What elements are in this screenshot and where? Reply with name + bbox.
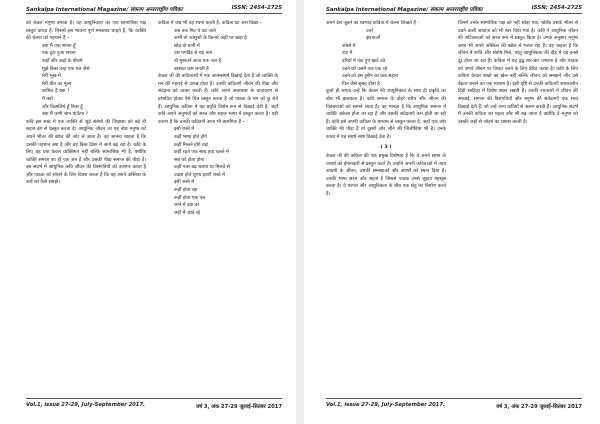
- verse-line: कहीं होता एक पल: [174, 195, 206, 201]
- paragraph: केवल जी की कविताओं में एक आत्मसंघर्ष दिखाई देता है जो व्यक्ति के मन की गहराई से उत्पन्न होता है। उनकी कविताएँ जीवन की पीड़ा और संवेदना को व्यक्त करती हैं। कवि अपने आसपास के वातावरण से प्रभावित होकर ऐसे चित्र प्रस्तुत करता है जो पाठक के मन को छू लेते हैं। आधुनिक कविता में यह प्रवृत्ति विशेष रूप से दिखाई देती है, जहाँ कवि अपने अनुभवों को सरल और सहज भाषा में प्रस्तुत करता है। यही कारण है कि उनकी कविताएँ आज भी प्रासंगिक हैं –: [158, 74, 278, 125]
- footer-divider: [326, 398, 582, 399]
- page-footer: [326, 402, 582, 412]
- verse-line: टाट में: [342, 51, 353, 57]
- volume-label-hindi: वर्ष 3, अंक 27-29 जुलाई-सितंबर 2017: [196, 404, 282, 410]
- verse-line: ओसों में: [342, 43, 356, 49]
- paragraph: केवल जी की कविता की एक प्रमुख विशेषता है कि वे अपने समय के यथार्थ को ईमानदारी से प्रस्तुत करते हैं। उन्होंने अपनी कविताओं में आम आदमी के जीवन, उसकी समस्याओं और संघर्षों को स्थान दिया है। उनकी भाषा सरल और सहज है जिससे पाठक उनसे जुड़ाव महसूस करता है। वे परंपरा और आधुनिकता के बीच एक सेतु का निर्माण करते हैं।: [326, 154, 446, 198]
- right-page: [304, 0, 596, 424]
- text-column-1: [326, 20, 446, 398]
- verse-line: जाने में हवा दर: [174, 203, 200, 209]
- verse-line: अभी तो आंसुओं के किनारे कहीं पर खड़ा है: [174, 36, 247, 42]
- verse-line: शामिल है क्या ?: [42, 89, 70, 95]
- verse-line: सब को होता होगा: [174, 157, 205, 163]
- journal-title: Sankalpa International Magazine/ संकल्प अन्तरराष्ट्रीय पत्रिका: [26, 7, 183, 13]
- volume-label: Vol.1, issue 27-29, July-September 2017.: [26, 402, 145, 408]
- header-divider: [26, 13, 282, 14]
- paragraph: कवि इस शब्द में एक व्यक्ति से जुड़े संबंधों की जिज्ञासा को बड़े ही सहज ढंग से प्रस्तुत करता है। आधुनिक जीवन का यह बोध मनुष्य को अपने भीतर की खोज की ओर ले जाता है। वह जानना चाहता है कि उसकी पहचान क्या है और वह किस दिशा में आगे बढ़ रहा है। कवि के लिए यह प्रश्न केवल व्यक्तिगत नहीं बल्कि सामाजिक भी है, क्योंकि व्यक्ति समाज का ही एक अंग है और उसकी पीड़ा समाज की पीड़ा है। इस संदर्भ में आधुनिक कवि जीवन की विसंगतियों को उजागर करता है और पाठक को सोचने के लिए विवश करता है कि वह अपने अस्तित्व के अर्थ को कैसे समझे।: [26, 119, 146, 186]
- verse-line: और किसलिये हूँ किस हूँ: [42, 104, 83, 110]
- verse-line: कहीं भाषा होते होंगे: [174, 134, 207, 140]
- verse-line: क्या मैं एक सपना हूँ: [42, 43, 76, 49]
- verse-line: कहीं पास बढ़ चलता था मिलते से: [174, 165, 230, 171]
- paragraph: अपने देश जुड़ने का स्वभाव कविता में चेतना लिखते हैं –: [326, 21, 420, 26]
- paragraph: कविता में जब भी वह रचना करती है, कविता का अंश दिखा –: [158, 21, 262, 26]
- verse-line: झरनाओं: [366, 36, 381, 42]
- verse-line: इसी रास्ते में: [174, 127, 195, 133]
- page-footer: [26, 402, 282, 412]
- verse-line: उस पगडिंड से यह नाम: [174, 51, 213, 57]
- issn-label: ISSN: 2454-2725: [231, 5, 282, 11]
- text-column-1: [26, 20, 146, 398]
- verse-line: अब तक मिट ये उठ जाते: [174, 28, 216, 34]
- verse-line: छोड़ दो पानी में: [174, 43, 200, 49]
- verse-line: कहीं रहते एक साथ हवा चलते में: [174, 150, 229, 156]
- text-column-2: [458, 20, 578, 398]
- verse-line: उड़ने को उसमें एक एक रहे: [342, 66, 388, 72]
- issn-label: ISSN: 2454-2725: [531, 5, 582, 11]
- page-header: [26, 5, 282, 17]
- page-header: [326, 5, 582, 17]
- footer-divider: [26, 398, 282, 399]
- verse-line: उदास होते चुप्पा हवाएँ रास्ते में: [174, 172, 225, 178]
- verse-line: कहीं मिलते होंगे वहां: [174, 142, 209, 148]
- journal-title: Sankalpa International Magazine/ संकल्प अन्तरराष्ट्रीय पत्रिका: [326, 7, 483, 13]
- volume-label-hindi: वर्ष 3, अंक 27-29 जुलाई-सितंबर 2017: [496, 404, 582, 410]
- left-page: [4, 0, 296, 424]
- verse-line: कहाँ और कहाँ के बीचमें: [42, 58, 83, 64]
- verse-line: तो मुस्कानें आज एक जल है: [174, 58, 221, 64]
- verse-line: जहाँ मैं जाते रहे: [174, 210, 201, 216]
- volume-label: Vol.1, issue 27-29, July-September 2017.: [326, 402, 445, 408]
- verse-line: एक टूटा हुआ सपना: [42, 51, 76, 57]
- verse-line: मेरी प्रीत का मूल्य: [42, 81, 72, 87]
- text-column-2: [158, 20, 278, 398]
- section-number: ( 3 ): [380, 144, 392, 150]
- paragraph: कुर्ता ही लगता उन्हें कि केवल की आधुनिकता के साथ ही प्रकृति का बोध भी झलकता है। कवि समाज के दोहरे चरित्र और जीवन की विडंबनाओं को सामने लाता है। वह मानता है कि आधुनिक समाज में व्यक्ति अकेला होता जा रहा है और उसकी संवेदनाएँ कम होती जा रही हैं। कवि इसे अपनी कविता के माध्यम से प्रस्तुत करता है, जहाँ एक ओर व्यक्ति की पीड़ा है तो दूसरी ओर जीने की जिजीविषा भी है। उनके काव्य में यह संघर्ष स्पष्ट दिखाई देता है।: [326, 89, 446, 140]
- verse-line: इसी रास्ते में: [174, 180, 195, 186]
- verse-line: कहीं होता रहा: [174, 188, 198, 194]
- header-divider: [326, 13, 582, 14]
- verse-line: क्या मैं कभी जान पाऊँगा ?: [42, 112, 88, 118]
- verse-line: बरसात कम लगती है: [174, 66, 209, 72]
- verse-line: उतरे: [366, 28, 374, 34]
- verse-line: मैं क्यों: [42, 96, 53, 102]
- verse-line: मेरी भूख में: [42, 74, 61, 80]
- verse-line: मुझे किस तरह एक पल जैसे: [42, 66, 90, 72]
- page-gutter: [296, 0, 304, 424]
- verse-line: उड़ने को इस हुसैन का कब सहारा: [342, 74, 399, 80]
- paragraph: को केवल मनुष्य बनाता है। वह आधुनिकता का एक सामाजिक पक्ष प्रस्तुत करता है, जिसमें इस भावना पूर्ण मनस्तत्व चाहते हैं, कि व्यक्ति की चेतना को पहचाने हैं –: [26, 21, 146, 42]
- verse-line: फिर जैसे सुबह होता है: [342, 81, 380, 87]
- paragraph: जिनमें उनके सामाजिक पक्ष को नहीं छोड़ा गया, बल्कि उसके भीतर से उठने वाली आवाज़ को भी स्वर दिया गया है। कवि ने आधुनिक जीवन की जटिलताओं को सरल रूप में प्रस्तुत किया है। उनके अनुसार मनुष्य आज भी अपने अस्तित्व की खोज में भटक रहा है। वह चाहता है कि जीवन में शांति और संतोष मिले, परंतु आधुनिकता की दौड़ में वह इनसे दूर होता जा रहा है। कविता में यह द्वंद्व बार-बार उभरता है और पाठक को अपने जीवन पर विचार करने के लिए प्रेरित करता है। कवि के लिए कविता केवल शब्दों का खेल नहीं बल्कि जीवन को समझने और उसे बेहतर बनाने का एक माध्यम है। इसी दृष्टि से उनकी कविताएँ समकालीन हिंदी साहित्य में विशेष स्थान रखती हैं। उनकी रचनाओं में जीवन की सच्चाई, समाज की विसंगतियाँ और मनुष्य की संवेदनाएँ एक साथ दिखाई देती हैं, जो उन्हें अन्य कवियों से अलग करती हैं। आधुनिक संदर्भ में उनकी कविता का महत्व और भी बढ़ जाता है क्योंकि वे मनुष्य को उसकी जड़ों से जोड़ने का प्रयास करती हैं।: [458, 21, 578, 125]
- verse-line: दरियों में एक हुए खारे उठे: [342, 58, 386, 64]
